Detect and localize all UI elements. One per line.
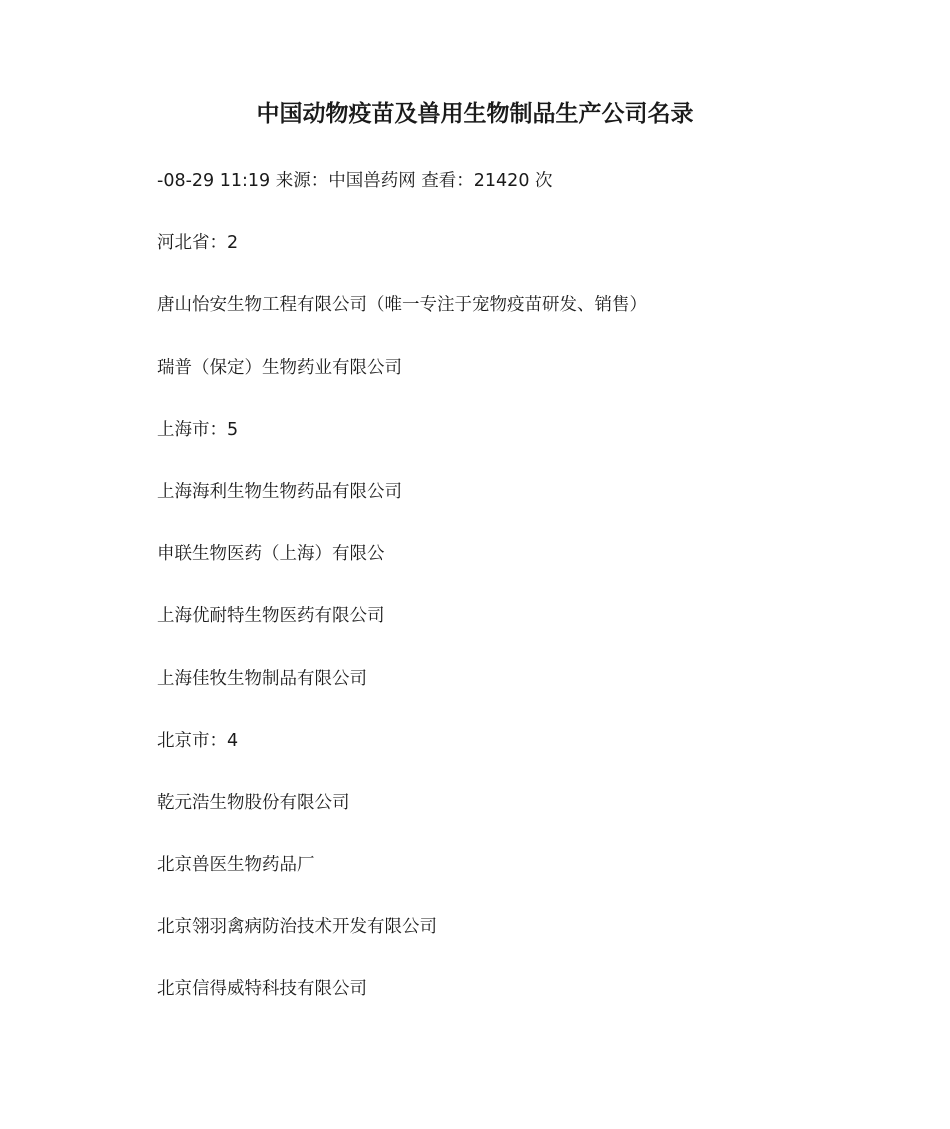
province-heading-hebei: 河北省：2 xyxy=(157,233,239,254)
document-title: 中国动物疫苗及兽用生物制品生产公司名录 xyxy=(256,101,694,127)
company-item: 北京信得威特科技有限公司 xyxy=(157,979,367,1000)
company-item: 北京兽医生物药品厂 xyxy=(157,855,315,876)
company-item: 上海优耐特生物医药有限公司 xyxy=(157,606,385,627)
company-item: 乾元浩生物股份有限公司 xyxy=(157,792,350,813)
province-heading-shanghai: 上海市：5 xyxy=(157,419,239,440)
company-item: 申联生物医药（上海）有限公 xyxy=(157,544,385,565)
meta-line: -08-29 11:19 来源：中国兽药网 查看：21420 次 xyxy=(157,171,553,191)
company-item: 唐山怡安生物工程有限公司（唯一专注于宠物疫苗研发、销售） xyxy=(157,295,647,316)
document-body xyxy=(157,168,647,1039)
province-heading-beijing: 北京市：4 xyxy=(157,730,239,751)
company-item: 上海海利生物生物药品有限公司 xyxy=(157,481,402,502)
company-item: 上海佳牧生物制品有限公司 xyxy=(157,668,367,689)
company-item: 北京翎羽禽病防治技术开发有限公司 xyxy=(157,917,437,938)
company-item: 瑞普（保定）生物药业有限公司 xyxy=(157,357,402,378)
